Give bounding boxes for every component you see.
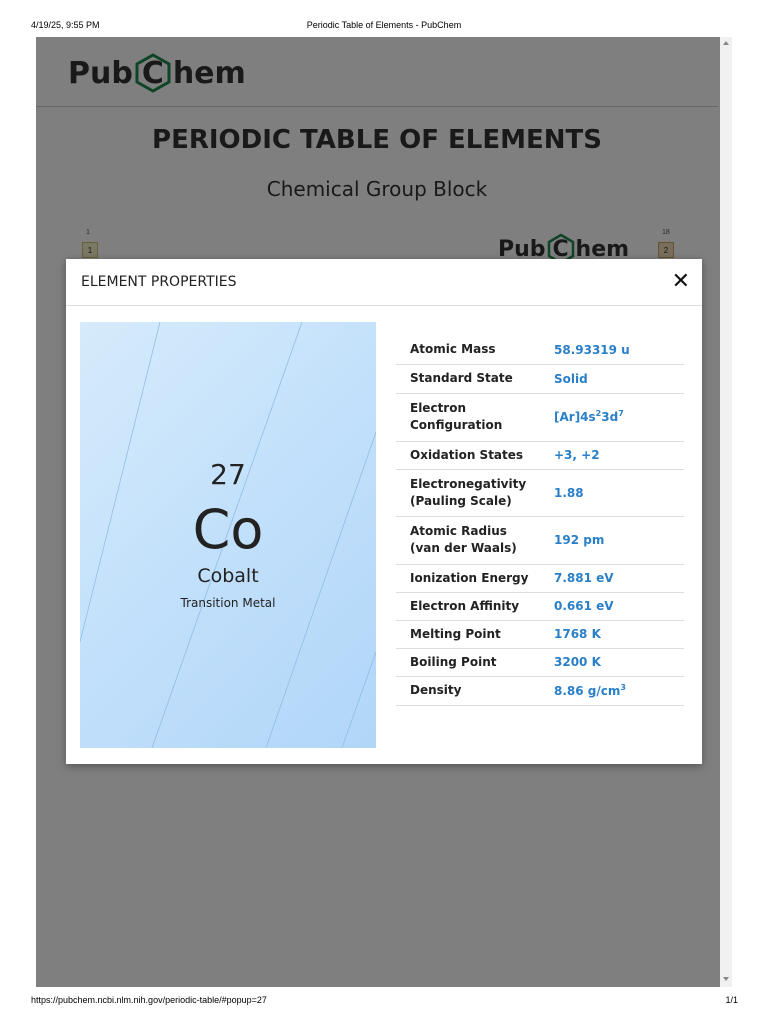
- element-name: Cobalt: [197, 565, 259, 587]
- table-row: [396, 676, 684, 705]
- density-sup: 3: [620, 682, 626, 692]
- table-row: [396, 364, 684, 393]
- property-value: 1.88: [540, 469, 684, 516]
- element-symbol: Co: [192, 498, 264, 561]
- print-datetime: 4/19/25, 9:55 PM: [31, 20, 100, 30]
- config-part-2: 3d: [601, 410, 619, 424]
- dialog-title: ELEMENT PROPERTIES: [81, 274, 237, 290]
- scroll-up-arrow-icon[interactable]: [723, 41, 729, 45]
- property-label: Ionization Energy: [396, 564, 540, 592]
- table-row: [396, 564, 684, 592]
- property-label: Melting Point: [396, 620, 540, 648]
- property-label: Standard State: [396, 364, 540, 393]
- config-part-1: [Ar]4s: [554, 410, 596, 424]
- table-row: [396, 336, 684, 364]
- table-row: [396, 469, 684, 516]
- table-row: [396, 393, 684, 441]
- property-value: 192 pm: [540, 516, 684, 564]
- property-value: 1768 K: [540, 620, 684, 648]
- vertical-scrollbar[interactable]: [720, 37, 732, 987]
- element-properties-dialog: [66, 259, 702, 764]
- table-row: [396, 441, 684, 469]
- table-row: [396, 516, 684, 564]
- property-label: Oxidation States: [396, 441, 540, 469]
- property-value: 58.93319 u: [540, 336, 684, 364]
- property-label: Atomic Radius (van der Waals): [396, 516, 540, 564]
- property-label: Density: [396, 676, 540, 705]
- properties-table: [396, 336, 684, 706]
- property-label: Electronegativity (Pauling Scale): [396, 469, 540, 516]
- element-group: Transition Metal: [180, 596, 276, 610]
- density-part: 8.86 g/cm: [554, 683, 621, 698]
- property-value: 0.661 eV: [540, 592, 684, 620]
- property-value: [540, 676, 684, 705]
- table-row: [396, 648, 684, 676]
- browser-viewport: [36, 37, 732, 987]
- dialog-divider: [66, 305, 702, 306]
- close-icon[interactable]: ✕: [671, 268, 690, 293]
- property-value: 3200 K: [540, 648, 684, 676]
- config-sup-1: 2: [595, 409, 602, 418]
- property-label: Boiling Point: [396, 648, 540, 676]
- print-page-number: 1/1: [725, 995, 738, 1005]
- property-value: [540, 393, 684, 441]
- property-label: Atomic Mass: [396, 336, 540, 364]
- config-sup-2: 7: [618, 409, 624, 418]
- print-page-title: Periodic Table of Elements - PubChem: [306, 20, 462, 30]
- property-label: Electron Configuration: [396, 393, 540, 441]
- scroll-down-arrow-icon[interactable]: [723, 977, 729, 981]
- property-value: Solid: [540, 364, 684, 393]
- property-label: Electron Affinity: [396, 592, 540, 620]
- property-value: 7.881 eV: [540, 564, 684, 592]
- element-tile: [80, 322, 376, 748]
- atomic-number: 27: [210, 458, 246, 491]
- print-url: https://pubchem.ncbi.nlm.nih.gov/periodic-table/#popup=27: [31, 995, 267, 1005]
- print-header: [0, 0, 768, 37]
- table-row: [396, 592, 684, 620]
- print-footer: [0, 988, 768, 1024]
- table-row: [396, 620, 684, 648]
- property-value: +3, +2: [540, 441, 684, 469]
